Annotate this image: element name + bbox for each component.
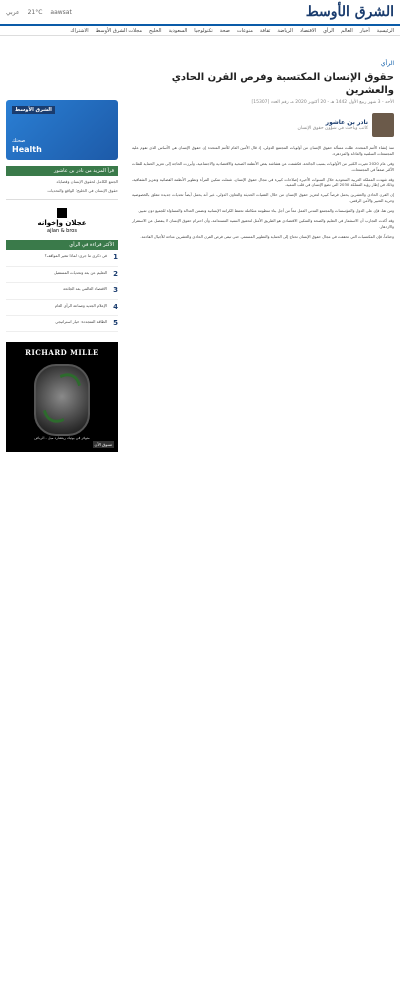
article <box>132 60 394 244</box>
nav-item[interactable]: أخبار <box>359 27 370 34</box>
divider <box>6 199 118 200</box>
article-paragraph: إن القرن الحادي والعشرين يحمل فرصاً كبيرة لتعزيز حقوق الإنسان من خلال التقنيات الحديثة والتعاون الدولي، غير أنه يحمل أيضاً تحديات جديدة تتعلق بالخصوصية وحرية التعبير والأمن الرقمي. <box>132 192 394 204</box>
health-ad[interactable] <box>6 100 118 160</box>
ajlan-brand-ad[interactable] <box>6 206 118 236</box>
utility-left <box>6 9 72 16</box>
article-paragraph: منذ إنشاء الأمم المتحدة، ظلت مسألة حقوق الإنسان من أولويات المجتمع الدولي، إذ قال الأمين العام للأمم المتحدة إن حقوق الإنسان هي الأساس الذي تقوم عليه المجتمعات السلمية والعادلة والمزدهرة. <box>132 145 394 156</box>
logo-subtitle: aawsat <box>50 8 72 16</box>
watch-location: متوفر في بوتيك ريتشارد ميل - الرياض <box>34 436 90 441</box>
nav-item[interactable]: الاقتصاد <box>299 27 317 34</box>
more-from-author-header: قرأ المزيد من نادر بن عاشور <box>6 166 118 176</box>
most-read-title: في ذكرى ما جرى: لماذا تتغير المواقف؟ <box>44 253 107 259</box>
sidebar <box>6 100 118 452</box>
ajlan-name-ar: عجلان وإخوانه <box>37 219 87 228</box>
nav-item[interactable]: ثقافة <box>259 27 271 34</box>
author-info <box>298 119 368 131</box>
nav-item[interactable]: العالم <box>341 27 353 34</box>
most-read-title: الاقتصاد العالمي بعد الجائحة <box>63 286 107 292</box>
article-paragraph: ومن هنا، فإن على الدول والمؤسسات والمجتمع المدني العمل معاً من أجل بناء منظومة متكاملة تحفظ الكرامة الإنسانية وتضمن العدالة والمساواة للجميع دون تمييز. <box>137 208 394 213</box>
nav-item[interactable]: السعودية <box>168 27 188 34</box>
most-read-item[interactable] <box>6 300 118 316</box>
section-label[interactable]: الرأي <box>380 60 394 67</box>
nav-item[interactable]: منوعات <box>236 27 253 34</box>
most-read-rank: 3 <box>113 286 118 295</box>
health-ad-title: Health <box>12 145 42 154</box>
most-read-header: الأكثر قراءة في الرأي <box>6 240 118 250</box>
article-headline: حقوق الإنسان المكتسبة وفرص القرن الحادي والعشرين <box>171 72 394 96</box>
most-read-item[interactable] <box>6 267 118 283</box>
health-ad-brand: الشرق الأوسط <box>12 106 55 114</box>
most-read-item[interactable] <box>6 283 118 299</box>
most-read-title: الإعلام الجديد وصناعة الرأي العام <box>54 302 107 308</box>
nav-item[interactable]: الرياضة <box>277 27 293 34</box>
utility-bar <box>0 4 400 20</box>
article-paragraph: وقد شهدت المملكة العربية السعودية خلال السنوات الأخيرة إصلاحات كبيرة في مجال حقوق الإنسان، شملت تمكين المرأة وتطوير الأنظمة القضائية وتعزيز الشفافية، وذلك في إطار رؤية المملكة 2030 التي تضع الإنسان في قلب التنمية. <box>132 176 394 188</box>
article-body <box>132 145 394 240</box>
nav-item[interactable]: تكنولوجيا <box>194 27 213 34</box>
most-read-item[interactable] <box>6 250 118 266</box>
health-ad-subtitle: صحتك <box>12 138 26 144</box>
most-read-rank: 4 <box>113 302 118 311</box>
article-paragraph: وقد أكدت التجارب أن الاستثمار في التعليم والصحة والتمكين الاقتصادي هو الطريق الأمثل لتحقيق التنمية المستدامة، وأن احترام حقوق الإنسان لا ينفصل عن الاستقرار والازدهار. <box>132 217 394 229</box>
more-from-author-item[interactable]: حقوق الإنسان في الخليج: الواقع والتحديات <box>47 187 118 193</box>
ajlan-name-en: ajlan & bros <box>47 228 77 235</box>
watch-brand: RICHARD MILLE <box>25 348 99 358</box>
nav-item[interactable]: الاشتراك <box>70 27 89 34</box>
most-read-rank: 2 <box>113 269 118 278</box>
site-logo[interactable] <box>306 4 394 20</box>
most-read-title: التعليم عن بعد وتحديات المستقبل <box>54 269 107 275</box>
most-read-rank: 5 <box>113 318 118 327</box>
nav-item[interactable]: مجلات الشرق الأوسط <box>95 27 143 34</box>
most-read-list <box>6 250 118 332</box>
nav-item[interactable]: الرأي <box>323 27 335 34</box>
article-paragraph: وفي عام 2020 تغيرت الكثير من الأولويات بسبب الجائحة، فكشفت عن هشاشة بعض الأنظمة الصحية والاقتصادية والاجتماعية، وأبرزت الحاجة إلى تعزيز الحماية للفئات الأكثر ضعفاً في المجتمعات. <box>132 160 394 172</box>
author-name: نادر بن عاشور <box>325 119 368 126</box>
most-read-item[interactable] <box>6 316 118 332</box>
language-switch[interactable]: عربي <box>6 8 20 16</box>
logo-text: الشرق الأوسط <box>305 4 394 20</box>
author-avatar <box>372 113 394 137</box>
nav-item[interactable]: الخليج <box>149 27 162 34</box>
most-read-rank: 1 <box>113 253 118 262</box>
author-subtitle: كاتب وباحث في شؤون حقوق الإنسان <box>297 126 368 131</box>
watch-shop-button[interactable]: تسوق الآن <box>94 442 112 448</box>
weather-temp: 21°C <box>27 8 43 16</box>
article-meta: الأحد - 3 شهر ربيع الأول 1442 هـ - 20 أكتوبر 2020 مـ رقم العدد [15307] <box>251 100 394 105</box>
more-from-author-item[interactable]: الجمع الكامل لحقوق الإنسان وقضاياه <box>56 179 118 184</box>
nav-item[interactable]: الرئيسية <box>376 27 394 34</box>
main-nav <box>0 24 400 36</box>
richard-mille-ad[interactable] <box>6 342 118 452</box>
ajlan-logo-icon <box>57 208 67 218</box>
most-read-title: الطاقة المتجددة: خيار استراتيجي <box>55 318 107 324</box>
article-paragraph: وختاماً، فإن المكتسبات التي تحققت في مجال حقوق الإنسان تحتاج إلى الحماية والتطوير المستمر، حتى تبقى فرص القرن الحادي والعشرين متاحة للأجيال القادمة. <box>140 233 394 239</box>
nav-item[interactable]: صحة <box>219 27 230 34</box>
author-box[interactable] <box>132 113 394 137</box>
